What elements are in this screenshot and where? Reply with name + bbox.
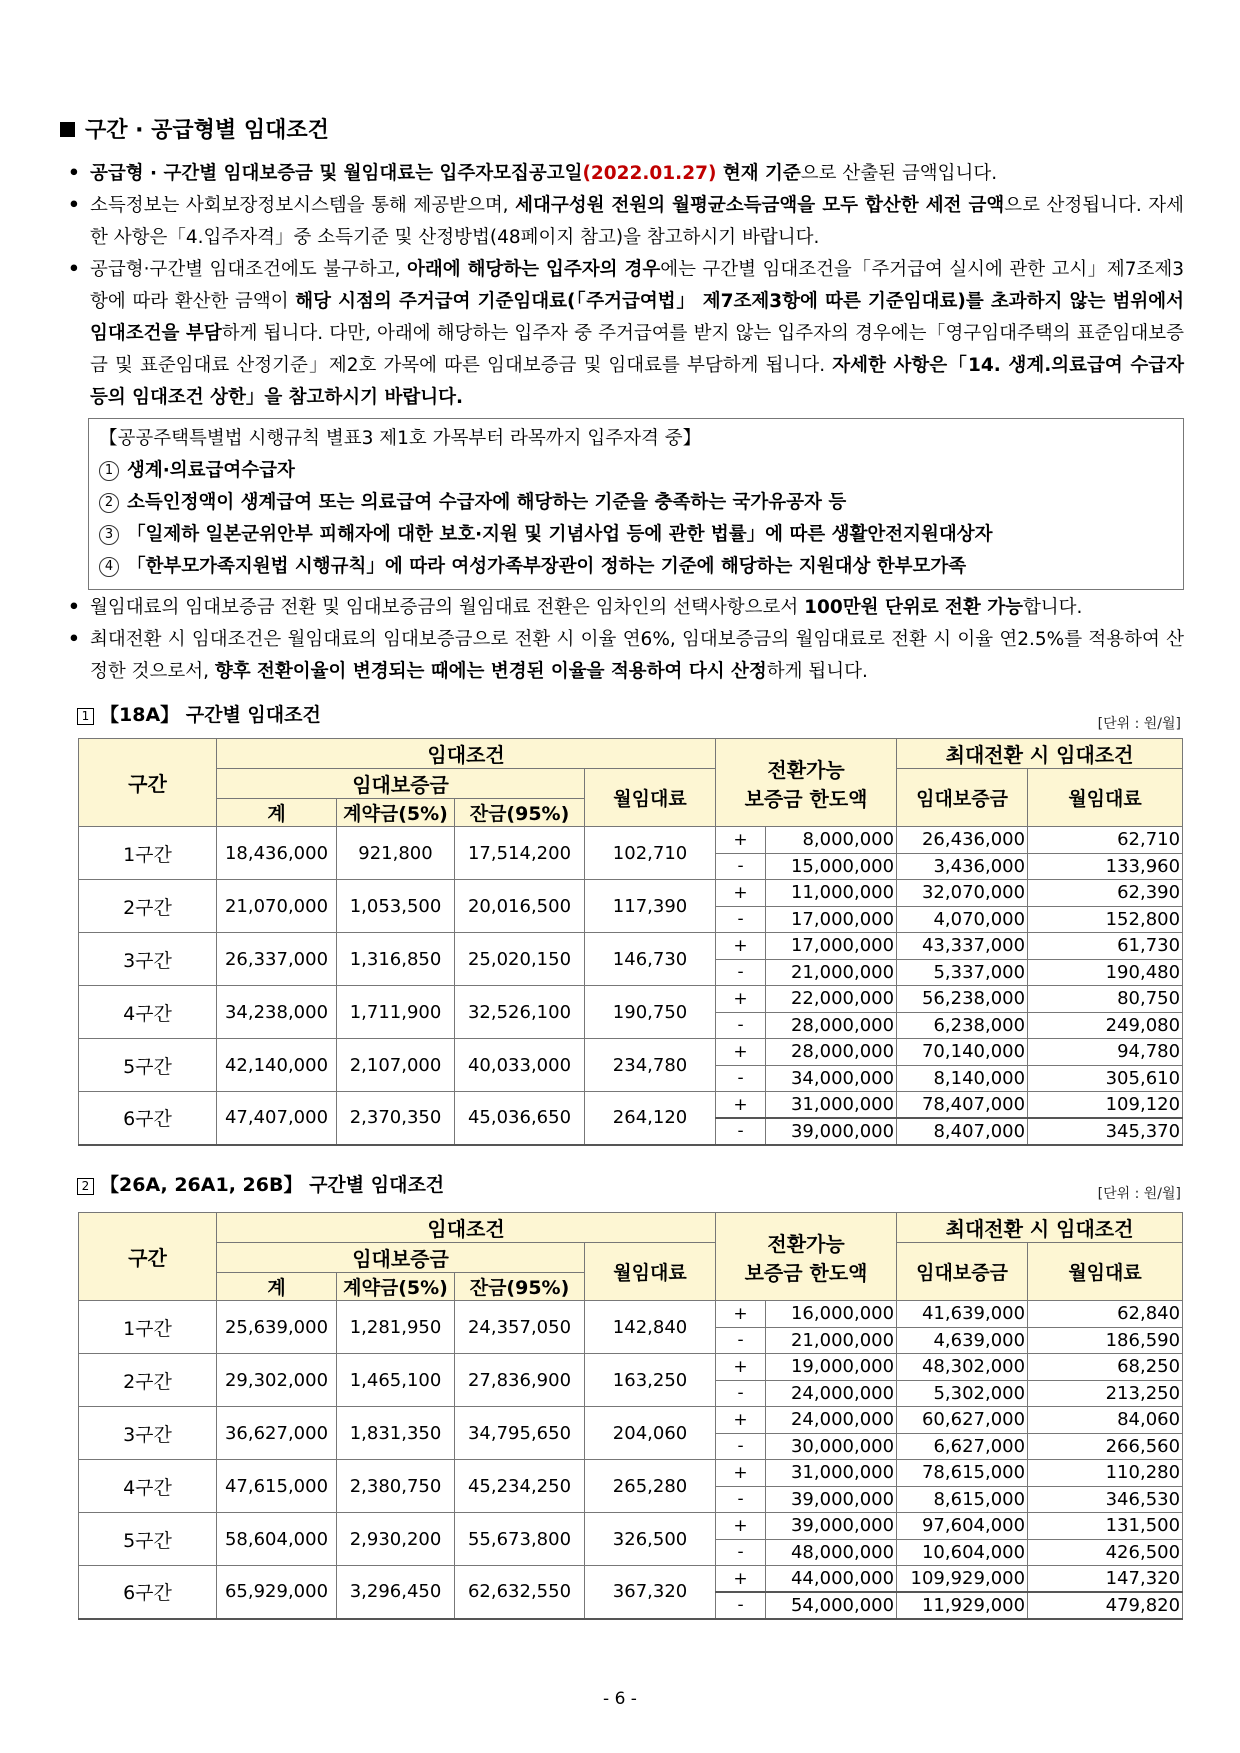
circled-number-icon: 2 <box>99 493 119 513</box>
limit-cell: 54,000,000 <box>766 1592 897 1619</box>
circled-number-icon: 4 <box>99 557 119 577</box>
table-row <box>79 1407 1183 1434</box>
deposit-total-cell: 21,070,000 <box>217 880 337 933</box>
limit-cell: 17,000,000 <box>766 906 897 933</box>
max-deposit-cell: 56,238,000 <box>897 986 1028 1013</box>
bullet-4-text: 월임대료의 임대보증금 전환 및 임대보증금의 월임대료 전환은 임차인의 선택사항으로서 <box>90 597 805 618</box>
monthly-rent-cell: 146,730 <box>585 933 716 986</box>
max-deposit-cell: 60,627,000 <box>897 1407 1028 1434</box>
limit-cell: 28,000,000 <box>766 1039 897 1066</box>
zone-cell: 3구간 <box>79 1407 217 1460</box>
max-deposit-cell: 97,604,000 <box>897 1513 1028 1540</box>
minus-sign-cell: - <box>716 1118 766 1145</box>
limit-cell: 16,000,000 <box>766 1301 897 1328</box>
contract-cell: 2,107,000 <box>337 1039 455 1092</box>
minus-sign-cell: - <box>716 1065 766 1092</box>
max-deposit-cell: 41,639,000 <box>897 1301 1028 1328</box>
header-contract: 계약금(5%) <box>337 1273 455 1301</box>
max-monthly-cell: 152,800 <box>1028 906 1183 933</box>
eligibility-item-text: 소득인정액이 생계급여 또는 의료급여 수급자에 해당하는 기준을 충족하는 국가유공자 등 <box>127 492 847 513</box>
limit-cell: 34,000,000 <box>766 1065 897 1092</box>
header-limit-line-2: 보증금 한도액 <box>744 1260 868 1285</box>
max-deposit-cell: 109,929,000 <box>897 1566 1028 1593</box>
balance-cell: 20,016,500 <box>455 880 585 933</box>
bullet-2-text: 소득정보는 사회보장정보시스템을 통해 제공받으며, <box>90 195 516 216</box>
header-deposit: 임대보증금 <box>217 1243 585 1273</box>
balance-cell: 24,357,050 <box>455 1301 585 1354</box>
bullet-1 <box>68 158 1184 190</box>
table-row <box>79 827 1183 854</box>
limit-cell: 39,000,000 <box>766 1486 897 1513</box>
bullet-3-text-2: 에는 구간별 임대조건을「주거급여 실시에 관한 고시」제7조제3항에 따라 환산한 금액이 <box>90 259 1184 312</box>
balance-cell: 45,234,250 <box>455 1460 585 1513</box>
zone-cell: 4구간 <box>79 986 217 1039</box>
max-monthly-cell: 133,960 <box>1028 853 1183 880</box>
deposit-total-cell: 18,436,000 <box>217 827 337 880</box>
limit-cell: 21,000,000 <box>766 1327 897 1354</box>
max-deposit-cell: 5,337,000 <box>897 959 1028 986</box>
deposit-total-cell: 65,929,000 <box>217 1566 337 1619</box>
balance-cell: 25,020,150 <box>455 933 585 986</box>
header-max-conversion: 최대전환 시 임대조건 <box>897 739 1183 769</box>
eligibility-box-header: 【공공주택특별법 시행규칙 별표3 제1호 가목부터 라목까지 입주자격 중】 <box>99 428 702 449</box>
deposit-total-cell: 25,639,000 <box>217 1301 337 1354</box>
contract-cell: 1,053,500 <box>337 880 455 933</box>
header-monthly: 월임대료 <box>585 769 716 827</box>
bullet-5-bold: 향후 전환이율이 변경되는 때에는 변경된 이율을 적용하여 다시 산정 <box>214 661 767 682</box>
monthly-rent-cell: 102,710 <box>585 827 716 880</box>
minus-sign-cell: - <box>716 853 766 880</box>
max-monthly-cell: 61,730 <box>1028 933 1183 960</box>
rent-table-18a <box>78 738 1183 1146</box>
max-monthly-cell: 62,710 <box>1028 827 1183 854</box>
max-deposit-cell: 5,302,000 <box>897 1380 1028 1407</box>
bullet-2-bold: 세대구성원 전원의 월평균소득금액을 모두 합산한 세전 금액 <box>515 195 1005 216</box>
bullet-3-bold-1: 아래에 해당하는 입주자의 경우 <box>406 259 661 280</box>
header-total: 계 <box>217 799 337 827</box>
zone-cell: 2구간 <box>79 1354 217 1407</box>
header-zone: 구간 <box>79 1213 217 1301</box>
limit-cell: 24,000,000 <box>766 1380 897 1407</box>
header-limit-line-2: 보증금 한도액 <box>744 786 868 811</box>
header-limit <box>716 739 897 827</box>
header-max-deposit: 임대보증금 <box>897 769 1028 827</box>
header-max-monthly: 월임대료 <box>1028 769 1183 827</box>
deposit-total-cell: 26,337,000 <box>217 933 337 986</box>
limit-cell: 19,000,000 <box>766 1354 897 1381</box>
max-monthly-cell: 110,280 <box>1028 1460 1183 1487</box>
monthly-rent-cell: 265,280 <box>585 1460 716 1513</box>
minus-sign-cell: - <box>716 1327 766 1354</box>
limit-cell: 31,000,000 <box>766 1092 897 1119</box>
monthly-rent-cell: 142,840 <box>585 1301 716 1354</box>
minus-sign-cell: - <box>716 1433 766 1460</box>
balance-cell: 17,514,200 <box>455 827 585 880</box>
zone-cell: 5구간 <box>79 1513 217 1566</box>
eligibility-item-text: 생계·의료급여수급자 <box>127 460 295 481</box>
plus-sign-cell: + <box>716 1354 766 1381</box>
max-monthly-cell: 131,500 <box>1028 1513 1183 1540</box>
contract-cell: 1,316,850 <box>337 933 455 986</box>
bullet-3-text: 공급형·구간별 임대조건에도 불구하고, <box>90 259 407 280</box>
max-monthly-cell: 346,530 <box>1028 1486 1183 1513</box>
bullet-1-text: 공급형 · 구간별 임대보증금 및 월임대료는 입주자모집공고일 <box>90 163 583 184</box>
max-monthly-cell: 249,080 <box>1028 1012 1183 1039</box>
zone-cell: 6구간 <box>79 1092 217 1145</box>
max-deposit-cell: 8,407,000 <box>897 1118 1028 1145</box>
max-monthly-cell: 94,780 <box>1028 1039 1183 1066</box>
max-deposit-cell: 70,140,000 <box>897 1039 1028 1066</box>
contract-cell: 921,800 <box>337 827 455 880</box>
max-deposit-cell: 6,238,000 <box>897 1012 1028 1039</box>
balance-cell: 45,036,650 <box>455 1092 585 1145</box>
plus-sign-cell: + <box>716 933 766 960</box>
plus-sign-cell: + <box>716 1513 766 1540</box>
minus-sign-cell: - <box>716 906 766 933</box>
eligibility-item <box>99 487 1173 519</box>
header-max-conversion: 최대전환 시 임대조건 <box>897 1213 1183 1243</box>
deposit-total-cell: 47,615,000 <box>217 1460 337 1513</box>
bullet-3-text-3: 하게 됩니다. 다만, 아래에 해당하는 입주자 중 주거급여를 받지 않는 입주자의 경우에는「영구임대주택의 표준임대보증금 및 표준임대료 산정기준」제2호 가목에 따른 임대보증금 및 임대료를 부담하게 됩니다. <box>90 323 1184 376</box>
limit-cell: 11,000,000 <box>766 880 897 907</box>
plus-sign-cell: + <box>716 1039 766 1066</box>
deposit-total-cell: 36,627,000 <box>217 1407 337 1460</box>
contract-cell: 2,370,350 <box>337 1092 455 1145</box>
monthly-rent-cell: 163,250 <box>585 1354 716 1407</box>
table-2-heading <box>77 1170 1181 1206</box>
header-row <box>79 1243 1183 1273</box>
max-deposit-cell: 78,615,000 <box>897 1460 1028 1487</box>
header-row <box>79 739 1183 769</box>
contract-cell: 2,930,200 <box>337 1513 455 1566</box>
eligibility-box <box>88 418 1184 590</box>
limit-cell: 30,000,000 <box>766 1433 897 1460</box>
limit-cell: 44,000,000 <box>766 1566 897 1593</box>
bullet-5-text: 최대전환 시 임대조건은 월임대료의 임대보증금으로 전환 시 이율 연6%, 임대보증금의 월임대료로 전환 시 이율 연2.5%를 적용하여 산정한 것으로서, <box>90 629 1184 682</box>
monthly-rent-cell: 190,750 <box>585 986 716 1039</box>
balance-cell: 40,033,000 <box>455 1039 585 1092</box>
balance-cell: 62,632,550 <box>455 1566 585 1619</box>
eligibility-item <box>99 455 1173 487</box>
rent-table-26 <box>78 1212 1183 1620</box>
max-deposit-cell: 78,407,000 <box>897 1092 1028 1119</box>
bullet-3-bold-3: 자세한 사항은「14. 생계.의료급여 수급자 등의 임대조건 상한」을 참고하시기 바랍니다. <box>90 355 1184 408</box>
plus-sign-cell: + <box>716 1092 766 1119</box>
monthly-rent-cell: 117,390 <box>585 880 716 933</box>
zone-cell: 3구간 <box>79 933 217 986</box>
max-deposit-cell: 26,436,000 <box>897 827 1028 854</box>
header-conditions: 임대조건 <box>217 1213 716 1243</box>
bullet-4-tail: 합니다. <box>1022 597 1083 618</box>
max-monthly-cell: 305,610 <box>1028 1065 1183 1092</box>
plus-sign-cell: + <box>716 880 766 907</box>
minus-sign-cell: - <box>716 1012 766 1039</box>
max-deposit-cell: 43,337,000 <box>897 933 1028 960</box>
contract-cell: 1,711,900 <box>337 986 455 1039</box>
notice-bullets <box>68 158 1184 688</box>
deposit-total-cell: 47,407,000 <box>217 1092 337 1145</box>
max-deposit-cell: 48,302,000 <box>897 1354 1028 1381</box>
balance-cell: 32,526,100 <box>455 986 585 1039</box>
contract-cell: 2,380,750 <box>337 1460 455 1513</box>
limit-cell: 17,000,000 <box>766 933 897 960</box>
header-total: 계 <box>217 1273 337 1301</box>
bullet-5 <box>68 624 1184 688</box>
plus-sign-cell: + <box>716 827 766 854</box>
max-deposit-cell: 8,615,000 <box>897 1486 1028 1513</box>
max-monthly-cell: 84,060 <box>1028 1407 1183 1434</box>
header-limit <box>716 1213 897 1301</box>
max-monthly-cell: 62,840 <box>1028 1301 1183 1328</box>
max-deposit-cell: 4,639,000 <box>897 1327 1028 1354</box>
page-number: - 6 - <box>603 1689 637 1709</box>
zone-cell: 4구간 <box>79 1460 217 1513</box>
section-title <box>60 113 329 144</box>
table-row <box>79 986 1183 1013</box>
deposit-total-cell: 34,238,000 <box>217 986 337 1039</box>
circled-number-icon: 3 <box>99 525 119 545</box>
eligibility-item-text: 「한부모가족지원법 시행규칙」에 따라 여성가족부장관이 정하는 기준에 해당하는 지원대상 한부모가족 <box>127 556 967 577</box>
table-1-title-text: 【18A】 구간별 임대조건 <box>100 704 321 726</box>
bullet-2 <box>68 190 1184 254</box>
balance-cell: 34,795,650 <box>455 1407 585 1460</box>
balance-cell: 55,673,800 <box>455 1513 585 1566</box>
circled-number-icon: 1 <box>99 461 119 481</box>
table-row <box>79 1354 1183 1381</box>
monthly-rent-cell: 204,060 <box>585 1407 716 1460</box>
minus-sign-cell: - <box>716 1486 766 1513</box>
minus-sign-cell: - <box>716 1592 766 1619</box>
header-deposit: 임대보증금 <box>217 769 585 799</box>
max-monthly-cell: 213,250 <box>1028 1380 1183 1407</box>
table-2-title <box>77 1174 444 1196</box>
notice-date: (2022.01.27) <box>582 163 717 184</box>
zone-cell: 5구간 <box>79 1039 217 1092</box>
bullet-4 <box>68 592 1184 624</box>
plus-sign-cell: + <box>716 1566 766 1593</box>
max-monthly-cell: 186,590 <box>1028 1327 1183 1354</box>
max-monthly-cell: 109,120 <box>1028 1092 1183 1119</box>
bullet-2-tail: 으로 산정됩니다. 자세한 사항은「4.입주자격」중 소득기준 및 산정방법(48페이지 참고)을 참고하시기 바랍니다. <box>90 195 1184 248</box>
header-zone: 구간 <box>79 739 217 827</box>
plus-sign-cell: + <box>716 1407 766 1434</box>
boxed-number-icon: 1 <box>77 708 94 725</box>
minus-sign-cell: - <box>716 1380 766 1407</box>
minus-sign-cell: - <box>716 959 766 986</box>
limit-cell: 39,000,000 <box>766 1513 897 1540</box>
limit-cell: 24,000,000 <box>766 1407 897 1434</box>
zone-cell: 1구간 <box>79 827 217 880</box>
balance-cell: 27,836,900 <box>455 1354 585 1407</box>
plus-sign-cell: + <box>716 1301 766 1328</box>
max-deposit-cell: 8,140,000 <box>897 1065 1028 1092</box>
header-max-deposit: 임대보증금 <box>897 1243 1028 1301</box>
header-balance: 잔금(95%) <box>455 1273 585 1301</box>
max-monthly-cell: 266,560 <box>1028 1433 1183 1460</box>
max-monthly-cell: 426,500 <box>1028 1539 1183 1566</box>
table-row <box>79 1460 1183 1487</box>
max-monthly-cell: 147,320 <box>1028 1566 1183 1593</box>
header-limit-line-1: 전환가능 <box>767 757 845 782</box>
limit-cell: 8,000,000 <box>766 827 897 854</box>
limit-cell: 48,000,000 <box>766 1539 897 1566</box>
max-monthly-cell: 62,390 <box>1028 880 1183 907</box>
minus-sign-cell: - <box>716 1539 766 1566</box>
bullet-3 <box>68 254 1184 414</box>
table-row <box>79 1513 1183 1540</box>
eligibility-item <box>99 519 1173 551</box>
max-deposit-cell: 3,436,000 <box>897 853 1028 880</box>
plus-sign-cell: + <box>716 1460 766 1487</box>
bullet-5-tail: 하게 됩니다. <box>766 661 868 682</box>
deposit-total-cell: 42,140,000 <box>217 1039 337 1092</box>
limit-cell: 21,000,000 <box>766 959 897 986</box>
limit-cell: 31,000,000 <box>766 1460 897 1487</box>
header-monthly: 월임대료 <box>585 1243 716 1301</box>
table-1-unit: [단위 : 원/월] <box>1097 716 1181 732</box>
limit-cell: 39,000,000 <box>766 1118 897 1145</box>
boxed-number-icon: 2 <box>77 1178 94 1195</box>
contract-cell: 3,296,450 <box>337 1566 455 1619</box>
monthly-rent-cell: 367,320 <box>585 1566 716 1619</box>
eligibility-item-text: 「일제하 일본군위안부 피해자에 대한 보호·지원 및 기념사업 등에 관한 법률」에 따른 생활안전지원대상자 <box>127 524 993 545</box>
table-1-title <box>77 704 321 726</box>
bullet-4-bold: 100만원 단위로 전환 가능 <box>804 597 1023 618</box>
contract-cell: 1,465,100 <box>337 1354 455 1407</box>
header-row <box>79 769 1183 799</box>
monthly-rent-cell: 326,500 <box>585 1513 716 1566</box>
plus-sign-cell: + <box>716 986 766 1013</box>
table-row <box>79 1566 1183 1593</box>
table-2-unit: [단위 : 원/월] <box>1097 1186 1181 1202</box>
header-conditions: 임대조건 <box>217 739 716 769</box>
max-deposit-cell: 32,070,000 <box>897 880 1028 907</box>
deposit-total-cell: 29,302,000 <box>217 1354 337 1407</box>
header-row <box>79 1213 1183 1243</box>
table-row <box>79 880 1183 907</box>
section-title-text: 구간 · 공급형별 임대조건 <box>85 118 329 143</box>
max-monthly-cell: 68,250 <box>1028 1354 1183 1381</box>
limit-cell: 22,000,000 <box>766 986 897 1013</box>
zone-cell: 2구간 <box>79 880 217 933</box>
max-deposit-cell: 4,070,000 <box>897 906 1028 933</box>
max-monthly-cell: 479,820 <box>1028 1592 1183 1619</box>
zone-cell: 1구간 <box>79 1301 217 1354</box>
deposit-total-cell: 58,604,000 <box>217 1513 337 1566</box>
table-row <box>79 1301 1183 1328</box>
zone-cell: 6구간 <box>79 1566 217 1619</box>
header-contract: 계약금(5%) <box>337 799 455 827</box>
limit-cell: 15,000,000 <box>766 853 897 880</box>
header-max-monthly: 월임대료 <box>1028 1243 1183 1301</box>
max-deposit-cell: 11,929,000 <box>897 1592 1028 1619</box>
header-limit-line-1: 전환가능 <box>767 1231 845 1256</box>
max-deposit-cell: 10,604,000 <box>897 1539 1028 1566</box>
max-monthly-cell: 80,750 <box>1028 986 1183 1013</box>
monthly-rent-cell: 234,780 <box>585 1039 716 1092</box>
max-monthly-cell: 190,480 <box>1028 959 1183 986</box>
bullet-1-tail: 으로 산출된 금액입니다. <box>800 163 998 184</box>
max-deposit-cell: 6,627,000 <box>897 1433 1028 1460</box>
square-bullet-icon <box>60 122 75 137</box>
max-monthly-cell: 345,370 <box>1028 1118 1183 1145</box>
monthly-rent-cell: 264,120 <box>585 1092 716 1145</box>
contract-cell: 1,281,950 <box>337 1301 455 1354</box>
table-row <box>79 1092 1183 1119</box>
table-row <box>79 1039 1183 1066</box>
eligibility-item <box>99 551 1173 583</box>
bullet-1-bold: 현재 기준 <box>716 163 801 184</box>
table-2-title-text: 【26A, 26A1, 26B】 구간별 임대조건 <box>100 1174 445 1196</box>
header-balance: 잔금(95%) <box>455 799 585 827</box>
contract-cell: 1,831,350 <box>337 1407 455 1460</box>
table-1-heading <box>77 700 1181 736</box>
bullet-3-bold-2: 해당 시점의 주거급여 기준임대료(「주거급여법」 제7조제3항에 따른 기준임대료)를 초과하지 않는 범위에서 임대조건을 부담 <box>90 291 1184 344</box>
limit-cell: 28,000,000 <box>766 1012 897 1039</box>
table-row <box>79 933 1183 960</box>
